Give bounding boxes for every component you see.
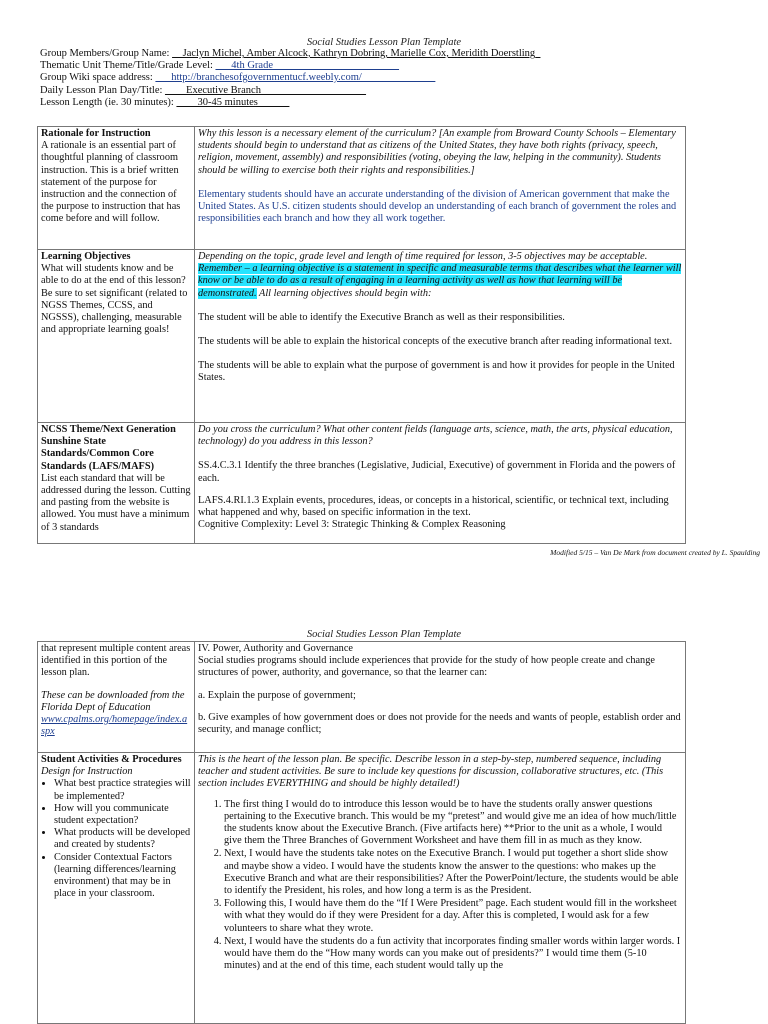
header-value: __Jaclyn Michel, Amber Alcock, Kathryn Dobring, Marielle Cox, Meridith Doerstling_: [172, 48, 541, 59]
standards-prompt: Do you cross the curriculum? What other content fields (language arts, science, math, the arts, physical education, technology) do you address in this lesson?: [198, 424, 673, 448]
doc-title: Social Studies Lesson Plan Template: [306, 629, 462, 640]
rationale-prompt: Why this lesson is a necessary element of the curriculum? [An example from Broward County Schools – Elementary students should begin to understand that as citizens of the United States, they have both rights (privacy, speech, religion, movement, assembly) and responsibilities (voting, obeying the law, helping in the community). Students should be willing to exercise both their rights and responsibilities.]: [198, 128, 676, 176]
doc-title: Social Studies Lesson Plan Template: [306, 37, 462, 48]
header-label: Thematic Unit Theme/Title/Grade Level:: [40, 60, 213, 71]
list-item: • How will you communicate student expectation?: [54, 803, 191, 827]
rationale-left-cell: [38, 127, 195, 250]
ncss-theme-title: IV. Power, Authority and Governance: [198, 643, 353, 654]
row-standards-continued: [38, 642, 686, 753]
cpalms-link[interactable]: www.cpalms.org/homepage/index.aspx: [41, 714, 188, 738]
header-lesson-length: [40, 97, 289, 110]
header-value: ____30-45 minutes______: [176, 97, 290, 108]
standard-ss: SS.4.C.3.1 Identify the three branches (Legislative, Judicial, Executive) of government in Florida and the powers of each.: [198, 460, 676, 484]
list-item: 4. Next, I would have the students do a fun activity that incorporates finding smaller words within larger words. I would have them do the “How many words can you make out of presidents?” I would time them (5-10 minutes) and at the end of this time, each student would tally up the: [224, 936, 682, 973]
standards-cont-description: that represent multiple content areas identified in this portion of the lesson plan.: [41, 643, 191, 679]
prompt-text: All learning objectives should begin with:: [256, 287, 432, 299]
cognitive-complexity: Cognitive Complexity: Level 3: Strategic Thinking & Complex Reasoning: [198, 519, 506, 531]
row-activities: [38, 753, 686, 1024]
download-note: These can be downloaded from the Florida Dept of Education: [41, 689, 185, 713]
prompt-text: Depending on the topic, grade level and length of time required for lesson, 3-5 objectives may be acceptable.: [198, 251, 648, 262]
objective-item: The student will be able to identify the Executive Branch as well as their responsibilities.: [198, 311, 565, 323]
activities-right-cell: [195, 753, 686, 1024]
activities-prompt: This is the heart of the lesson plan. Be specific. Describe lesson in a step-by-step, numbered sequence, including teacher and student activities. Be sure to include key questions for discussion, collaborative structures, etc. (This section includes EVERYTHING and should be highly detailed!): [198, 754, 664, 790]
row-standards: [38, 423, 686, 544]
lesson-plan-table-continued: [37, 641, 686, 1024]
rationale-title: Rationale for Instruction: [41, 128, 151, 139]
procedure-steps: [198, 799, 682, 973]
header-day-title: [40, 85, 366, 98]
design-bullet-list: [41, 778, 191, 900]
objectives-left-cell: [38, 250, 195, 423]
lesson-plan-table: [37, 126, 686, 544]
list-item: 3. Following this, I would have them do the “If I Were President” page. Each student would fill in the worksheet with what they would do if they were President for a day. After this is completed, I would ask for a few volunteers to share what they wrote.: [224, 898, 682, 935]
ncss-theme-body: Social studies programs should include experiences that provide for the study of how people create and change structures of power, authority, and governance, so that the learner can:: [198, 655, 655, 679]
standards-right-cell: [195, 423, 686, 544]
standard-lafs: LAFS.4.RI.1.3 Explain events, procedures, ideas, or concepts in a historical, scientific, or technical text, including what happened and why, based on specific information in the text.: [198, 494, 669, 519]
objective-item: The students will be able to explain the historical concepts of the executive branch after reading informational text.: [198, 336, 673, 348]
objectives-right-cell: [195, 250, 686, 423]
rationale-right-cell: [195, 127, 686, 250]
list-item: • Consider Contextual Factors (learning differences/learning environment) that may be in place in your classroom.: [54, 852, 191, 901]
header-group-members: [40, 48, 540, 61]
list-item: • What best practice strategies will be implemented?: [54, 778, 191, 802]
ncss-item-a: a. Explain the purpose of government;: [198, 689, 356, 701]
header-label: Group Wiki space address:: [40, 72, 153, 83]
objective-item: The students will be able to explain what the purpose of government is and how it provides for people in the United States.: [198, 360, 675, 384]
standards-title: NCSS Theme/Next Generation Sunshine State Standards/Common Core Standards (LAFS/MAFS): [41, 424, 176, 472]
list-item: 1. The first thing I would do to introduce this lesson would be to have the students orally answer questions pertaining to the Executive branch. This would be my “pretest” and would give me an idea of how much/little the students know about the Executive Branch. (Five artifacts here) **Prior to the unit as a whole, I would give them the Three Branches of Government Worksheet and have them fill in as much as they know.: [224, 799, 682, 848]
standards-description: List each standard that will be addressed during the lesson. Cutting and pasting from the website is allowed. You must have a minimum of 3 standards: [41, 472, 191, 533]
rationale-description: A rationale is an essential part of thoughtful planning of classroom instruction. This is a brief written statement of the purpose for instruction and the connection of the purpose to instruction that has come before and will follow.: [41, 140, 181, 225]
list-item: • What products will be developed and created by students?: [54, 827, 191, 851]
ncss-item-b: b. Give examples of how government does or does not provide for the needs and wants of people, establish order and security, and manage conflict;: [198, 711, 681, 736]
standards-cont-left-cell: [38, 642, 195, 753]
highlighted-text: Remember – a learning objective is a statement in specific and measurable terms that describes what the learner will know or be able to do as a result of engaging in a learning activity as well as how that learning will be demonstrated.: [198, 263, 682, 299]
header-grade-level: [40, 60, 399, 73]
header-wiki-address: [40, 72, 435, 85]
cpalms-link-wrap: [41, 714, 191, 738]
header-label: Lesson Length (ie. 30 minutes):: [40, 97, 174, 108]
header-value: ____Executive Branch____________________: [165, 85, 366, 96]
objectives-description: What will students know and be able to do at the end of this lesson? Be sure to set significant (related to NGSS Themes, CCSS, and NGSSS), challenging, measurable and appropriate learning goals!: [41, 263, 188, 336]
header-label: Group Members/Group Name:: [40, 48, 170, 59]
rationale-answer: Elementary students should have an accurate understanding of the division of American government that make the United States. As U.S. citizen students should develop an understanding of each branch of government the roles and responsibilities each branch and how they all work together.: [198, 188, 677, 225]
row-rationale: [38, 127, 686, 250]
activities-title: Student Activities & Procedures: [41, 754, 182, 765]
header-label: Daily Lesson Plan Day/Title:: [40, 85, 163, 96]
list-item: 2. Next, I would have the students take notes on the Executive Branch. I would put together a short slide show and maybe show a video. I would have the students know the answer to the questions: who makes up the Executive Branch and what are their responsibilities? After the PowerPoint/lecture, the students would be able to identify the President, his roles, and how long a term is as the President.: [224, 848, 682, 897]
activities-subtitle: Design for Instruction: [41, 766, 133, 778]
header-value: ___4th Grade________________________: [215, 60, 399, 71]
activities-left-cell: [38, 753, 195, 1024]
standards-cont-right-cell: [195, 642, 686, 753]
wiki-link[interactable]: ___http://branchesofgovernmentucf.weebly.com/______________: [155, 72, 436, 83]
standards-left-cell: [38, 423, 195, 544]
row-objectives: [38, 250, 686, 423]
objectives-prompt: [198, 251, 682, 300]
page-footer: Modified 5/15 – Van De Mark from document created by L. Spaulding: [550, 548, 760, 557]
objectives-title: Learning Objectives: [41, 251, 131, 262]
